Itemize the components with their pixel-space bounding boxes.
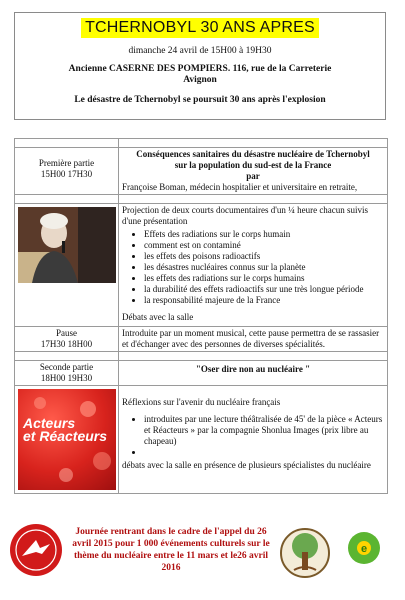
speaker-photo <box>18 207 116 283</box>
cover-title-line-1: Acteurs <box>23 415 76 431</box>
part2-reflections: Réflexions sur l'avenir du nucléaire français <box>122 397 281 407</box>
part1-header-row <box>15 148 388 195</box>
list-item: • les effets des poisons radioactifs <box>144 251 384 262</box>
cover-title <box>23 417 107 443</box>
part1-time: 15H00 17H30 <box>40 169 93 179</box>
crane-logo-icon <box>8 522 64 578</box>
footer <box>0 512 405 600</box>
part2-list <box>122 414 384 458</box>
part2-header-row <box>15 361 388 386</box>
header-box <box>14 12 386 120</box>
part1-debate: Débats avec la salle <box>122 312 194 322</box>
list-item: • les désastres nucléaires connus sur la planète <box>144 262 384 273</box>
venue <box>15 64 385 86</box>
list-item: • la durabilité des effets radioactifs sur une très longue période <box>144 284 384 295</box>
pause-text: Introduite par un moment musical, cette pause permettra de se rassasier et d'échanger avec des personnes de diverses spécialités. <box>119 327 388 352</box>
list-item: • comment est on contaminé <box>144 240 384 251</box>
part2-time: 18H00 19H30 <box>40 373 93 383</box>
page-title: TCHERNOBYL 30 ANS APRES <box>81 18 319 38</box>
part1-speaker: Françoise Boman, médecin hospitalier et universitaire en retraite, <box>122 182 358 192</box>
footer-text: Journée rentrant dans le cadre de l'appel du 26 avril 2015 pour 1 000 événements culturels sur le thème du nucléaire entre le 11 mars et le26 avril 2016 <box>72 527 270 573</box>
part2-label: Seconde partie <box>39 362 94 372</box>
cover-title-line-2: et Réacteurs <box>23 428 108 444</box>
pause-row <box>15 327 388 352</box>
program-table <box>14 138 388 494</box>
speaker-photo-image <box>18 207 116 283</box>
venue-city: Avignon <box>183 75 217 85</box>
part1-label: Première partie <box>38 158 95 168</box>
part1-conf-title-2: sur la population du sud-est de la France <box>174 160 332 170</box>
pause-label: Pause <box>56 328 77 338</box>
tagline: Le désastre de Tchernobyl se poursuit 30 ans après l'explosion <box>74 95 326 105</box>
list-item <box>144 447 384 458</box>
svg-text:e: e <box>360 543 368 555</box>
part1-content-row <box>15 204 388 327</box>
ecology-party-logo-icon <box>344 528 384 568</box>
part1-conf-title-1: Conséquences sanitaires du désastre nucléaire de Tchernobyl <box>136 149 370 159</box>
tree-logo-icon <box>280 526 330 580</box>
list-item: • la responsabilité majeure de la France <box>144 295 384 306</box>
pause-time: 17H30 18H00 <box>40 339 93 349</box>
play-cover-image <box>18 389 116 490</box>
effects-list <box>122 229 384 306</box>
table-spacer <box>15 195 388 204</box>
part1-intro: Projection de deux courts documentaires d'un ¼ heure chacun suivis d'une présentation <box>122 205 369 226</box>
list-item: • introduites par une lecture théâtralisée de 45' de la pièce « Acteurs et Réacteurs » par la compagnie Shonlua Images (prix libre au chapeau) <box>144 414 384 447</box>
part2-title: "Oser dire non au nucléaire " <box>195 364 311 374</box>
part2-content-row <box>15 386 388 494</box>
table-spacer <box>15 352 388 361</box>
venue-address: Ancienne CASERNE DES POMPIERS. 116, rue de la Carreterie <box>68 64 332 74</box>
part1-par: par <box>246 171 260 181</box>
list-item: • Effets des radiations sur le corps humain <box>144 229 384 240</box>
list-item: • les effets des radiations sur le corps humains <box>144 273 384 284</box>
part2-debate: débats avec la salle en présence de plusieurs spécialistes du nucléaire <box>122 460 371 470</box>
event-date: dimanche 24 avril de 15H00 à 19H30 <box>128 46 272 56</box>
table-spacer <box>15 139 388 148</box>
